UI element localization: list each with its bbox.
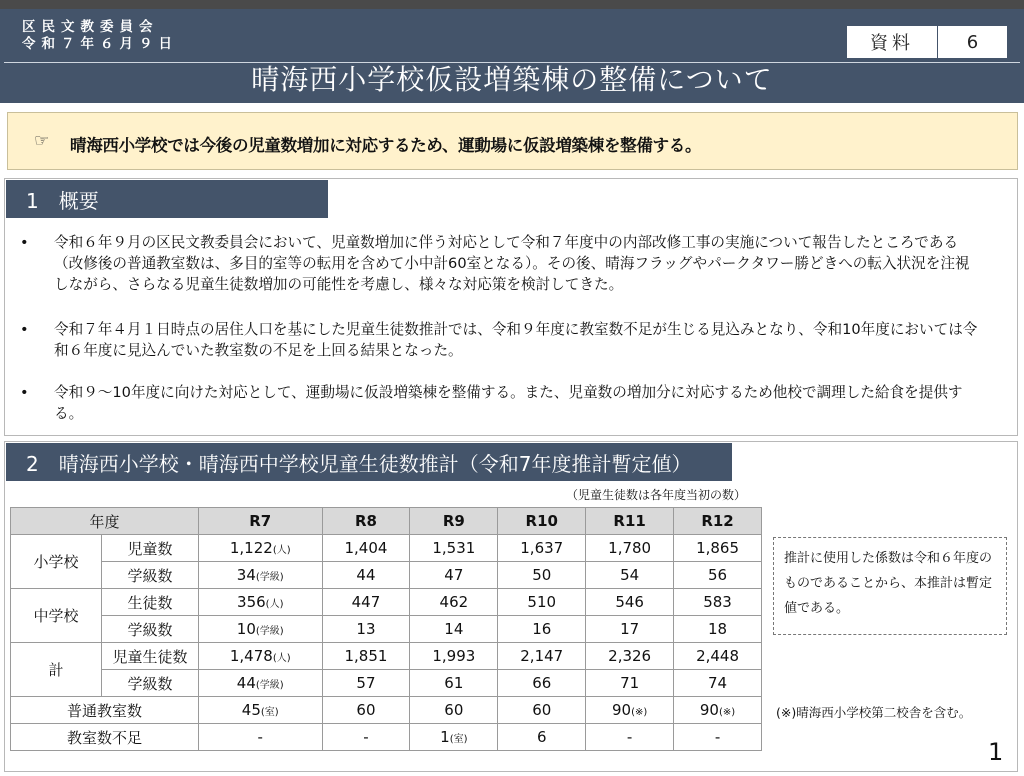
value-cell: 45(室) <box>199 697 323 724</box>
year-cell: R10 <box>498 508 586 535</box>
document-number-box <box>846 25 1008 59</box>
value-cell: 2,326 <box>586 643 674 670</box>
value-cell: 583 <box>674 589 762 616</box>
value-cell: 56 <box>674 562 762 589</box>
value-cell: 44 <box>322 562 410 589</box>
value-cell: 1,478(人) <box>199 643 323 670</box>
value-cell: 2,147 <box>498 643 586 670</box>
header-meta <box>22 19 178 53</box>
value-cell: 1,531 <box>410 535 498 562</box>
footnote: (※)晴海西小学校第二校舎を含む。 <box>776 705 972 720</box>
value-cell: 447 <box>322 589 410 616</box>
group-junior: 中学校 <box>11 589 102 643</box>
page-number: 1 <box>988 738 1004 766</box>
value-cell: 60 <box>498 697 586 724</box>
value-cell: 18 <box>674 616 762 643</box>
value-cell: 462 <box>410 589 498 616</box>
table-row <box>11 535 762 562</box>
value-cell: - <box>199 724 323 751</box>
table-row <box>11 589 762 616</box>
row-label: 生徒数 <box>102 589 199 616</box>
section-heading-overview: 1 概要 <box>6 180 328 218</box>
year-cell: R9 <box>410 508 498 535</box>
value-cell: 2,448 <box>674 643 762 670</box>
year-header: 年度 <box>11 508 199 535</box>
value-cell: - <box>322 724 410 751</box>
value-cell: 54 <box>586 562 674 589</box>
row-label: 教室数不足 <box>11 724 199 751</box>
header-date: 令和７年６月９日 <box>22 36 178 52</box>
value-cell: 6 <box>498 724 586 751</box>
value-cell: 60 <box>322 697 410 724</box>
summary-box <box>7 112 1018 170</box>
group-elementary: 小学校 <box>11 535 102 589</box>
value-cell: 13 <box>322 616 410 643</box>
bullet-dot: • <box>20 384 29 401</box>
row-label: 児童生徒数 <box>102 643 199 670</box>
value-cell: 1,851 <box>322 643 410 670</box>
value-cell: 1,122(人) <box>199 535 323 562</box>
value-cell: 17 <box>586 616 674 643</box>
value-cell: - <box>586 724 674 751</box>
bullet-text: 令和７年４月１日時点の居住人口を基にした児童生徒数推計では、令和９年度に教室数不足が生じる見込みとなり、令和10年度においては令和６年度に見込んでいた教室数の不足を上回る結果となった。 <box>54 321 978 359</box>
value-cell: 71 <box>586 670 674 697</box>
table-row <box>11 724 762 751</box>
row-label: 学級数 <box>102 616 199 643</box>
value-cell: 57 <box>322 670 410 697</box>
row-label: 普通教室数 <box>11 697 199 724</box>
enrollment-table <box>10 507 762 751</box>
value-cell: 1,993 <box>410 643 498 670</box>
value-cell: 1,637 <box>498 535 586 562</box>
bullet-dot: • <box>20 234 29 251</box>
value-cell: 1,780 <box>586 535 674 562</box>
value-cell: 60 <box>410 697 498 724</box>
bullet-text: 令和９～10年度に向けた対応として、運動場に仮設増築棟を整備する。また、児童数の増加分に対応するため他校で調理した給食を提供する。 <box>54 384 963 422</box>
row-label: 学級数 <box>102 562 199 589</box>
pointing-hand-icon: ☞ <box>34 131 50 151</box>
row-label: 児童数 <box>102 535 199 562</box>
section-heading-projection: 2 晴海西小学校・晴海西中学校児童生徒数推計（令和7年度推計暫定値） <box>6 443 732 481</box>
value-cell: 14 <box>410 616 498 643</box>
value-cell: 47 <box>410 562 498 589</box>
value-cell: 90(※) <box>586 697 674 724</box>
table-header-row <box>11 508 762 535</box>
year-cell: R7 <box>199 508 323 535</box>
value-cell: 90(※) <box>674 697 762 724</box>
value-cell: 1,865 <box>674 535 762 562</box>
value-cell: 1,404 <box>322 535 410 562</box>
value-cell: 50 <box>498 562 586 589</box>
table-row <box>11 562 762 589</box>
value-cell: 10(学級) <box>199 616 323 643</box>
value-cell: 74 <box>674 670 762 697</box>
value-cell: 44(学級) <box>199 670 323 697</box>
value-cell: 34(学級) <box>199 562 323 589</box>
estimate-note-box: 推計に使用した係数は令和６年度のものであることから、本推計は暫定値である。 <box>773 537 1007 635</box>
table-row <box>11 616 762 643</box>
value-cell: 16 <box>498 616 586 643</box>
year-cell: R12 <box>674 508 762 535</box>
bullet-text: 令和６年９月の区民文教委員会において、児童数増加に伴う対応として令和７年度中の内部改修工事の実施について報告したところである（改修後の普通教室数は、多目的室等の転用を含めて小中計60室となる）。その後、晴海フラッグやパークタワー勝どきへの転入状況を注視しながら、さらなる児童生徒数増加の可能性を考慮し、様々な対応策を検討してきた。 <box>54 234 970 293</box>
value-cell: 510 <box>498 589 586 616</box>
top-border <box>0 0 1024 9</box>
committee-name: 区民文教委員会 <box>22 19 159 35</box>
value-cell: - <box>674 724 762 751</box>
doc-label: 資料 <box>847 26 938 58</box>
table-row <box>11 670 762 697</box>
value-cell: 356(人) <box>199 589 323 616</box>
value-cell: 546 <box>586 589 674 616</box>
value-cell: 66 <box>498 670 586 697</box>
group-total: 計 <box>11 643 102 697</box>
row-label: 学級数 <box>102 670 199 697</box>
table-note: （児童生徒数は各年度当初の数） <box>566 488 747 502</box>
bullet-dot: • <box>20 321 29 338</box>
page-title: 晴海西小学校仮設増築棟の整備について <box>251 63 773 96</box>
value-cell: 1(室) <box>410 724 498 751</box>
year-cell: R8 <box>322 508 410 535</box>
table-row <box>11 643 762 670</box>
table-row <box>11 697 762 724</box>
value-cell: 61 <box>410 670 498 697</box>
doc-number: 6 <box>966 31 979 53</box>
summary-text: 晴海西小学校では今後の児童数増加に対応するため、運動場に仮設増築棟を整備する。 <box>70 136 702 155</box>
year-cell: R11 <box>586 508 674 535</box>
